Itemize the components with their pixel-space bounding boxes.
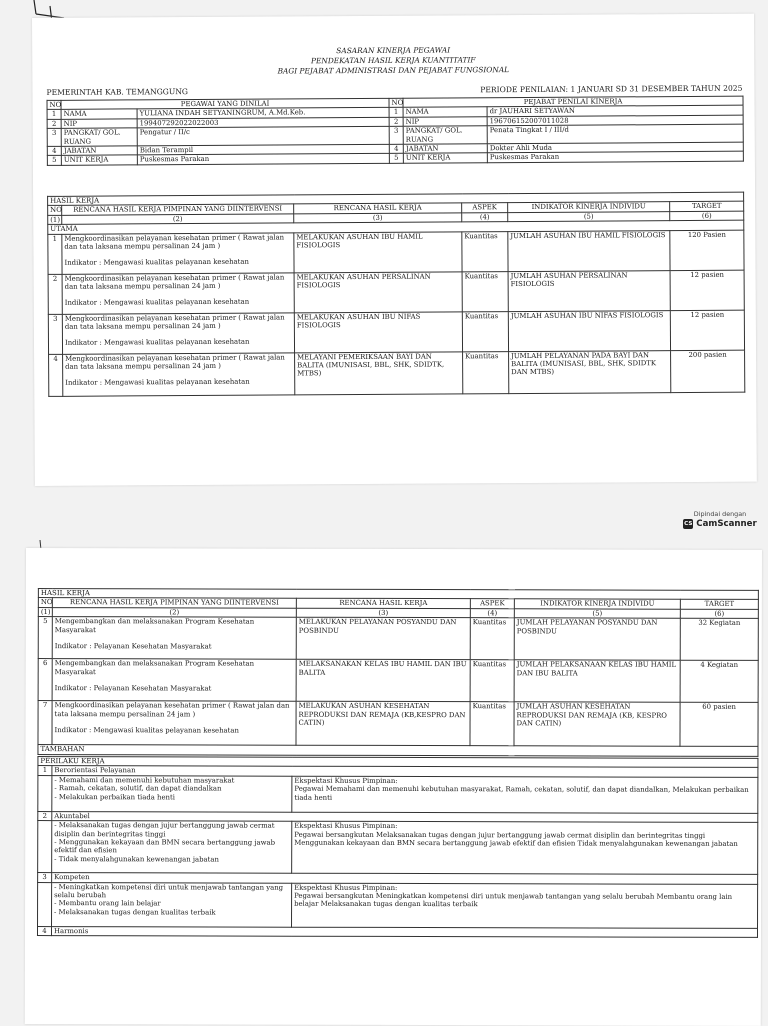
col-header: ASPEK xyxy=(462,203,508,213)
watermark-brand-name: CamScanner xyxy=(696,519,757,529)
field-value: dr JAUHARI SETYAWAN xyxy=(487,106,743,117)
field-label: JABATAN xyxy=(61,146,137,156)
field-label: UNIT KERJA xyxy=(403,153,487,163)
row-no: 4 xyxy=(37,926,51,935)
leader-plan: Mengkoordinasikan pelayanan kesehatan primer ( Rawat jalan dan tata laksana mempu persalinan 24 jam ) xyxy=(65,353,285,371)
behavior-point: - Memahami dan memenuhi kebutuhan masyarakat xyxy=(54,775,235,785)
agency-period-line xyxy=(46,84,742,97)
leader-indicator: Indikator : Mengawasi kualitas pelayanan kesehatan xyxy=(64,258,249,268)
col-number: (6) xyxy=(680,609,758,619)
agency-name: PEMERINTAH KAB. TEMANGGUNG xyxy=(46,87,188,97)
field-label: PANGKAT/ GOL. RUANG xyxy=(403,126,487,144)
field-value: 196706152007011028 xyxy=(487,115,743,126)
performance-indicator: JUMLAH PELAYANAN POSYANDU DAN POSBINDU xyxy=(514,618,680,660)
section-title: PERILAKU KERJA xyxy=(38,757,758,768)
empty-cell xyxy=(38,882,52,926)
behavior-points xyxy=(52,775,292,812)
leader-plan: Mengembangkan dan melaksanakan Program Kesehatan Masyarakat xyxy=(54,659,255,676)
field-value: Pengatur / II/c xyxy=(137,127,389,146)
behavior-detail-row xyxy=(38,821,758,875)
col-number: (1) xyxy=(48,215,62,224)
row-no: 2 xyxy=(47,119,61,128)
row-no: 3 xyxy=(389,126,403,144)
performance-indicator: JUMLAH PELAYANAN PADA BAYI DAN BALITA (IMUNISASI, BBL, SHK, SDIDTK DAN MTBS) xyxy=(509,350,671,393)
leader-plan: Mengkoordinasikan pelayanan kesehatan primer ( Rawat jalan dan tata laksana mempu persalinan 24 jam ) xyxy=(64,273,285,291)
behavior-point: - Melaksanakan tugas dengan kualitas terbaik xyxy=(54,907,216,917)
col-header: TARGET xyxy=(680,600,758,610)
behavior-point: - Melakukan perbaikan tiada henti xyxy=(54,792,175,802)
aspect: Kuantitas xyxy=(470,660,514,702)
work-plan: MELAYANI PEMERIKSAAN BAYI DAN BALITA (IMUNISASI, BBL, SHK, SDIDTK, MTBS) xyxy=(295,352,463,395)
row-no: 2 xyxy=(48,274,62,314)
leader-plan: Mengkoordinasikan pelayanan kesehatan primer ( Rawat jalan dan tata laksana mempu persalinan 24 jam ) xyxy=(54,701,290,719)
leader-plan: Mengembangkan dan melaksanakan Program Kesehatan Masyarakat xyxy=(54,617,255,634)
empty-cell xyxy=(38,821,52,873)
section-row xyxy=(38,745,758,756)
target: 200 pasien xyxy=(671,350,745,392)
row-no: 5 xyxy=(389,154,403,163)
leader-plan-cell xyxy=(52,701,296,746)
behavior-points xyxy=(52,882,292,927)
expectation-text: Pegawai bersangkutan Melaksanakan tugas dengan jujur bertanggung jawab cermat disiplin dan berintegritas tinggi Menggunakan kekayaan dan BMN secara bertanggung jawab efektif dan efisien Tidak menyalahgunakan kewenangan jabatan xyxy=(294,830,738,848)
identity-table xyxy=(47,96,744,166)
row-no: 3 xyxy=(47,129,61,147)
assessment-period: PERIODE PENILAIAN: 1 JANUARI SD 31 DESEMBER TAHUN 2025 xyxy=(480,83,743,95)
col-number: (3) xyxy=(296,608,470,618)
aspect: Kuantitas xyxy=(462,271,508,311)
col-number: (2) xyxy=(52,607,296,617)
col-header: NO xyxy=(38,598,52,607)
col-number: (3) xyxy=(294,213,462,223)
row-no: 6 xyxy=(38,659,52,701)
col-number: (1) xyxy=(38,607,52,616)
watermark-brand xyxy=(682,519,758,529)
target: 12 pasien xyxy=(670,310,744,350)
row-no: 4 xyxy=(47,146,61,155)
col-header: NO xyxy=(48,206,62,215)
leader-plan-cell xyxy=(52,659,296,702)
leader-expectation xyxy=(292,776,758,813)
section-title: HASIL KERJA xyxy=(38,589,758,600)
col-number: (2) xyxy=(62,214,294,225)
leader-plan: Mengkoordinasikan pelayanan kesehatan primer ( Rawat jalan dan tata laksana mempu persalinan 24 jam ) xyxy=(64,313,285,331)
performance-indicator: JUMLAH ASUHAN IBU HAMIL FISIOLOGIS xyxy=(508,230,670,271)
leader-plan-cell xyxy=(62,233,294,274)
target: 60 pasien xyxy=(680,702,758,746)
col-number: (6) xyxy=(670,211,744,221)
col-header: INDIKATOR KINERJA INDIVIDU xyxy=(514,599,680,609)
field-value: Puskesmas Parakan xyxy=(137,154,389,165)
subsection-title: UTAMA xyxy=(48,220,744,234)
behavior-point: - Menggunakan kekayaan dan BMN secara bertanggung jawab efektif dan efisien xyxy=(54,838,276,855)
work-results-table xyxy=(37,588,759,757)
section-title: HASIL KERJA xyxy=(48,192,744,206)
header-scope: BAGI PEJABAT ADMINISTRASI DAN PEJABAT FUNGSIONAL xyxy=(277,65,510,76)
aspect: Kuantitas xyxy=(463,351,509,393)
behavior-point: - Tidak menyalahgunakan kewenangan jabatan xyxy=(54,854,219,864)
row-no: 4 xyxy=(49,354,63,396)
field-value: Penata Tingkat I / III/d xyxy=(487,124,743,143)
work-plan: MELAKUKAN PELAYANAN POSYANDU DAN POSBINDU xyxy=(296,617,470,659)
row-no: 3 xyxy=(48,314,62,354)
row-no: 1 xyxy=(48,234,62,274)
row-no: 2 xyxy=(38,811,52,820)
table-row xyxy=(48,270,744,314)
leader-expectation xyxy=(292,883,758,928)
leader-plan: Mengkoordinasikan pelayanan kesehatan primer ( Rawat jalan dan tata laksana mempu persalinan 24 jam ) xyxy=(64,233,285,251)
row-no: 5 xyxy=(38,617,52,659)
leader-plan-cell xyxy=(62,313,294,354)
row-no: 5 xyxy=(47,156,61,165)
header-title: SASARAN KINERJA PEGAWAI xyxy=(336,45,451,56)
col-number: (4) xyxy=(470,608,514,618)
target: 4 Kegiatan xyxy=(680,660,758,702)
document-header xyxy=(32,44,754,78)
table-row xyxy=(38,617,758,661)
behavior-title: Kompeten xyxy=(52,873,758,884)
behavior-point: - Ramah, cekatan, solutif, dan dapat diandalkan xyxy=(54,784,222,793)
document-page-1 xyxy=(32,14,757,486)
scanner-watermark xyxy=(682,510,758,534)
col-header: RENCANA HASIL KERJA xyxy=(294,203,462,213)
work-behavior-table xyxy=(37,756,758,938)
field-label: JABATAN xyxy=(403,144,487,154)
work-results-table xyxy=(47,192,745,397)
col-no: NO xyxy=(389,98,403,107)
leader-plan-cell xyxy=(63,353,295,396)
performance-indicator: JUMLAH ASUHAN PERSALINAN FISIOLOGIS xyxy=(508,270,670,311)
col-header: RENCANA HASIL KERJA xyxy=(296,599,470,609)
performance-indicator: JUMLAH ASUHAN KESEHATAN REPRODUKSI DAN REMAJA (KB, KESPRO DAN CATIN) xyxy=(514,702,680,746)
col-header: RENCANA HASIL KERJA PIMPINAN YANG DIINTERVENSI xyxy=(52,598,296,608)
performance-indicator: JUMLAH ASUHAN IBU NIFAS FISIOLOGIS xyxy=(508,310,670,351)
expectation-label: Ekspektasi Khusus Pimpinan: xyxy=(294,776,398,785)
leader-indicator: Indikator : Mengawasi kualitas pelayanan kesehatan xyxy=(64,338,250,348)
aspect: Kuantitas xyxy=(462,231,508,271)
field-value: Dokter Ahli Muda xyxy=(487,142,743,153)
expectation-text: Pegawai Memahami dan memenuhi kebutuhan masyarakat, Ramah, cekatan, solutif, dan dapat diandalkan, Melakukan perbaikan tiada henti xyxy=(294,784,749,802)
work-plan: MELAKUKAN ASUHAN IBU HAMIL FISIOLOGIS xyxy=(294,232,462,273)
work-plan: MELAKUKAN ASUHAN PERSALINAN FISIOLOGIS xyxy=(294,272,462,313)
watermark-caption: Dipindai dengan xyxy=(693,510,747,518)
field-label: NAMA xyxy=(403,107,487,117)
row-no: 7 xyxy=(38,701,52,745)
field-label: UNIT KERJA xyxy=(61,155,137,165)
leader-indicator: Indikator : Mengawasi kualitas pelayanan kesehatan xyxy=(64,298,250,308)
field-label: NIP xyxy=(403,117,487,127)
leader-indicator: Indikator : Mengawasi kualitas pelayanan kesehatan xyxy=(65,378,250,388)
table-row xyxy=(49,350,745,396)
field-value: 199407292022022003 xyxy=(137,117,389,128)
leader-plan-cell xyxy=(52,617,296,660)
table-row xyxy=(48,230,744,274)
behavior-detail-row xyxy=(38,882,758,928)
expectation-text: Pegawai bersangkutan Meningkatkan kompetensi diri untuk menjawab tantangan yang selalu berubah Membantu orang lain belajar Melaksanakan tugas dengan kualitas terbaik xyxy=(294,891,733,909)
table-row xyxy=(48,310,744,354)
behavior-points xyxy=(52,821,292,874)
col-number: (5) xyxy=(514,609,680,619)
camscanner-icon: CS xyxy=(684,521,693,527)
work-plan: MELAKUKAN ASUHAN IBU NIFAS FISIOLOGIS xyxy=(294,312,462,353)
col-header: TARGET xyxy=(670,202,744,212)
col-header: ASPEK xyxy=(470,599,514,609)
table-row xyxy=(38,701,758,747)
row-no: 2 xyxy=(389,117,403,126)
behavior-point: - Melaksanakan tugas dengan jujur bertanggung jawab cermat disiplin dan berintegritas tinggi xyxy=(54,821,275,838)
target: 120 Pasien xyxy=(670,230,744,270)
col-header: INDIKATOR KINERJA INDIVIDU xyxy=(508,202,670,212)
field-value: Bidan Terampil xyxy=(137,144,389,155)
col-number: (4) xyxy=(462,212,508,222)
behavior-point: - Membantu orang lain belajar xyxy=(54,899,161,908)
leader-indicator: Indikator : Pelayanan Kesehatan Masyarakat xyxy=(54,684,212,693)
behavior-title-row xyxy=(37,926,757,937)
aspect: Kuantitas xyxy=(470,618,514,660)
field-value: Puskesmas Parakan xyxy=(487,152,743,163)
behavior-title: Harmonis xyxy=(51,926,757,937)
row-no: 3 xyxy=(38,873,52,882)
leader-plan-cell xyxy=(62,273,294,314)
row-no: 1 xyxy=(47,110,61,119)
assessor-header: PEJABAT PENILAI KINERJA xyxy=(403,96,743,107)
expectation-label: Ekspektasi Khusus Pimpinan: xyxy=(294,883,398,892)
field-label: NAMA xyxy=(61,109,137,119)
field-label: NIP xyxy=(61,119,137,129)
expectation-label: Ekspektasi Khusus Pimpinan: xyxy=(294,821,398,831)
col-number: (5) xyxy=(508,211,670,221)
performance-indicator: JUMLAH PELAKSANAAN KELAS IBU HAMIL DAN IBU BALITA xyxy=(514,660,680,702)
empty-cell xyxy=(38,775,52,811)
behavior-point: - Meningkatkan kompetensi diri untuk menjawab tantangan yang selalu berubah xyxy=(54,882,284,900)
leader-expectation xyxy=(292,821,758,874)
row-no: 1 xyxy=(389,108,403,117)
target: 32 Kegiatan xyxy=(680,618,758,660)
col-header: RENCANA HASIL KERJA PIMPINAN YANG DIINTERVENSI xyxy=(62,204,294,215)
header-subtitle: PENDEKATAN HASIL KERJA KUANTITATIF xyxy=(310,55,476,66)
employee-header: PEGAWAI YANG DINILAI xyxy=(61,98,389,109)
aspect: Kuantitas xyxy=(462,311,508,351)
table-row xyxy=(38,659,758,703)
col-no: NO xyxy=(47,100,61,109)
behavior-title: Akuntabel xyxy=(52,811,758,822)
work-plan: MELAKSANAKAN KELAS IBU HAMIL DAN IBU BALITA xyxy=(296,659,470,701)
work-plan: MELAKUKAN ASUHAN KESEHATAN REPRODUKSI DAN REMAJA (KB,KESPRO DAN CATIN) xyxy=(296,701,470,745)
row-no: 1 xyxy=(38,766,52,775)
leader-indicator: Indikator : Mengawasi kualitas pelayanan kesehatan xyxy=(54,726,239,735)
additional-section-title: TAMBAHAN xyxy=(38,745,758,756)
leader-indicator: Indikator : Pelayanan Kesehatan Masyarakat xyxy=(54,642,212,651)
target: 12 pasien xyxy=(670,270,744,310)
row-no: 4 xyxy=(389,144,403,153)
document-page-2 xyxy=(25,548,762,1026)
behavior-title: Berorientasi Pelayanan xyxy=(52,766,758,777)
aspect: Kuantitas xyxy=(470,702,514,746)
field-value: YULIANA INDAH SETYANINGRUM, A.Md.Keb. xyxy=(137,108,389,119)
field-label: PANGKAT/ GOL. RUANG xyxy=(61,128,137,146)
behavior-detail-row xyxy=(38,775,758,813)
